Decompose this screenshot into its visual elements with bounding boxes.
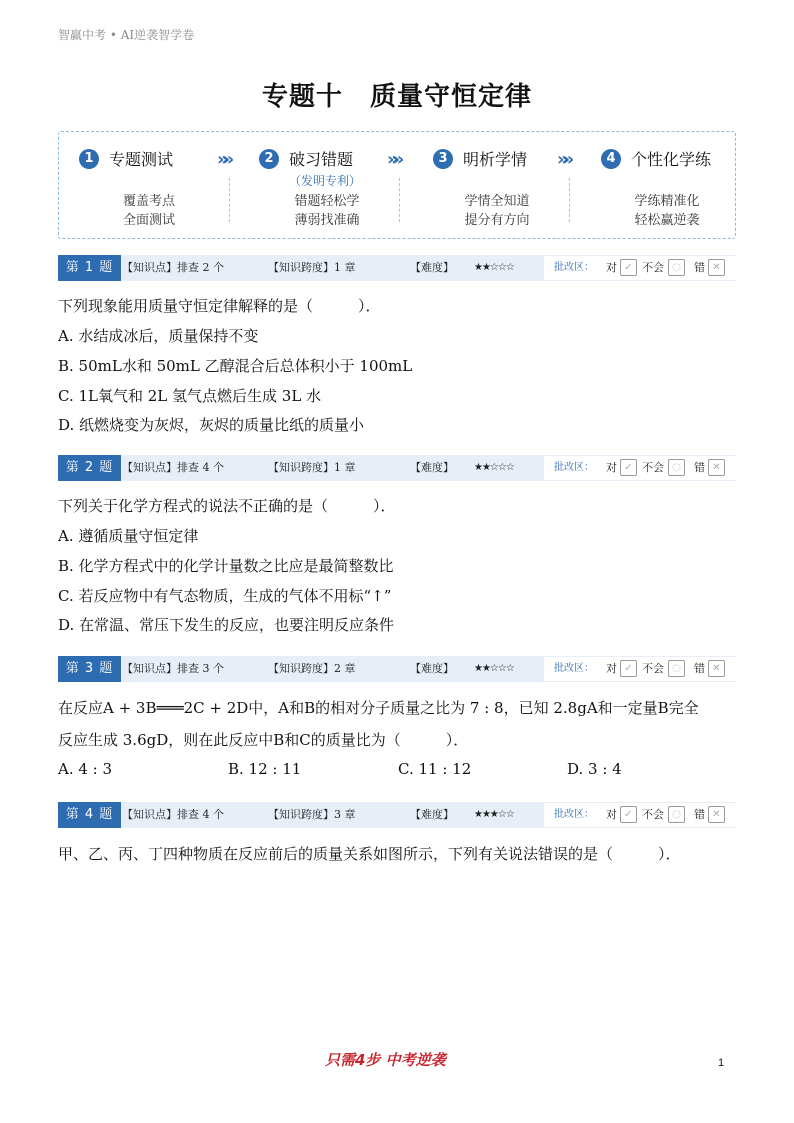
question-header (58, 255, 736, 281)
grade-right-label: 对 (606, 261, 617, 274)
grade-unsure-label: 不会 (642, 662, 664, 675)
step-title: 专题测试 (109, 150, 174, 169)
header-brand: 智赢中考 • AI逆袭智学卷 (58, 28, 195, 42)
step-title: 破习错题 (289, 150, 354, 169)
option[interactable]: C. 11 : 12 (398, 760, 472, 778)
step-subtitle: （发明专利） (289, 174, 362, 188)
knowledge-span: 【知识跨度】3 章 (268, 808, 356, 821)
divider (399, 178, 401, 222)
knowledge-span: 【知识跨度】1 章 (268, 261, 356, 274)
question-stem: 下列关于化学方程式的说法不正确的是（ ）． (58, 497, 396, 515)
step-line: 轻松赢逆袭 (634, 213, 700, 228)
grade-wrong-label: 错 (694, 261, 705, 274)
grade-unsure-checkbox[interactable]: ◌ (668, 806, 685, 823)
footer-logo: 只需4步 中考逆袭 (325, 1051, 446, 1069)
grade-unsure-label: 不会 (642, 461, 664, 474)
grading-label: 批改区： (554, 663, 594, 674)
question-number: 第 4 题 (58, 802, 121, 828)
step-2 (247, 132, 407, 238)
question-header (58, 455, 736, 481)
step-number-icon: 4 (601, 149, 621, 169)
difficulty-label: 【难度】 (410, 808, 454, 821)
grading-label: 批改区： (554, 809, 594, 820)
grade-right-label: 对 (606, 662, 617, 675)
option[interactable]: A. 水结成冰后，质量保持不变 (58, 327, 259, 345)
step-line: 提分有方向 (464, 213, 530, 228)
option[interactable]: B. 50mL水和 50mL 乙醇混合后总体积小于 100mL (58, 357, 413, 375)
question-number: 第 1 题 (58, 255, 121, 281)
knowledge-points: 【知识点】排查 3 个 (122, 662, 224, 675)
difficulty-stars: ★★☆☆☆ (474, 262, 514, 273)
option[interactable]: C. 1L氧气和 2L 氢气点燃后生成 3L 水 (58, 387, 322, 405)
grade-wrong-label: 错 (694, 808, 705, 821)
step-title: 个性化学练 (631, 150, 712, 169)
option[interactable]: C. 若反应物中有气态物质，生成的气体不用标“↑” (58, 587, 392, 605)
grade-wrong-checkbox[interactable]: ✕ (708, 806, 725, 823)
knowledge-span: 【知识跨度】2 章 (268, 662, 356, 675)
grade-right-checkbox[interactable]: ✓ (620, 806, 637, 823)
knowledge-points: 【知识点】排查 4 个 (122, 461, 224, 474)
grading-area (544, 456, 736, 480)
knowledge-points: 【知识点】排查 2 个 (122, 261, 224, 274)
knowledge-span: 【知识跨度】1 章 (268, 461, 356, 474)
page-title: 专题十 质量守恒定律 (261, 82, 532, 112)
step-number-icon: 1 (79, 149, 99, 169)
option[interactable]: B. 化学方程式中的化学计量数之比应是最简整数比 (58, 557, 394, 575)
option[interactable]: D. 纸燃烧变为灰烬，灰烬的质量比纸的质量小 (58, 416, 365, 434)
step-line: 错题轻松学 (294, 194, 360, 209)
grading-label: 批改区： (554, 262, 594, 273)
difficulty-label: 【难度】 (410, 461, 454, 474)
grade-right-checkbox[interactable]: ✓ (620, 459, 637, 476)
question-header (58, 802, 736, 828)
difficulty-label: 【难度】 (410, 662, 454, 675)
question-stem: 甲、乙、丙、丁四种物质在反应前后的质量关系如图所示，下列有关说法错误的是（ ）． (58, 845, 681, 863)
question-stem: 下列现象能用质量守恒定律解释的是（ ）． (58, 297, 381, 315)
step-line: 学情全知道 (464, 194, 530, 209)
grade-wrong-checkbox[interactable]: ✕ (708, 459, 725, 476)
question-header (58, 656, 736, 682)
grade-right-label: 对 (606, 461, 617, 474)
step-number-icon: 2 (259, 149, 279, 169)
option[interactable]: A. 遵循质量守恒定律 (58, 527, 199, 545)
step-line: 全面测试 (122, 213, 175, 228)
grade-unsure-label: 不会 (642, 261, 664, 274)
step-4 (587, 132, 747, 238)
double-chevron-right-icon: »» (217, 149, 229, 170)
page-number: 1 (718, 1057, 725, 1069)
grade-wrong-checkbox[interactable]: ✕ (708, 259, 725, 276)
grade-wrong-checkbox[interactable]: ✕ (708, 660, 725, 677)
step-line: 覆盖考点 (122, 194, 175, 209)
step-1 (69, 132, 229, 238)
grade-unsure-checkbox[interactable]: ◌ (668, 660, 685, 677)
grade-right-checkbox[interactable]: ✓ (620, 259, 637, 276)
difficulty-stars: ★★☆☆☆ (474, 462, 514, 473)
difficulty-stars: ★★☆☆☆ (474, 663, 514, 674)
grade-wrong-label: 错 (694, 662, 705, 675)
double-chevron-right-icon: »» (387, 149, 399, 170)
question-stem: 在反应A + 3B═══2C + 2D中，A和B的相对分子质量之比为 7 : 8，已知 2.8gA和一定量B完全 (58, 699, 699, 717)
step-3 (417, 132, 577, 238)
option[interactable]: D. 3 : 4 (567, 760, 622, 778)
divider (229, 178, 231, 222)
divider (569, 178, 571, 222)
grade-right-label: 对 (606, 808, 617, 821)
step-line: 学练精准化 (634, 194, 700, 209)
double-chevron-right-icon: »» (557, 149, 569, 170)
steps-panel (58, 131, 736, 239)
grade-unsure-label: 不会 (642, 808, 664, 821)
grade-unsure-checkbox[interactable]: ◌ (668, 459, 685, 476)
difficulty-label: 【难度】 (410, 261, 454, 274)
difficulty-stars: ★★★☆☆ (474, 809, 514, 820)
step-title: 明析学情 (463, 150, 528, 169)
grading-area (544, 803, 736, 827)
option[interactable]: A. 4 : 3 (58, 760, 113, 778)
grading-area (544, 256, 736, 280)
step-line: 薄弱找准确 (294, 213, 360, 228)
grading-area (544, 657, 736, 681)
question-number: 第 3 题 (58, 656, 121, 682)
grading-label: 批改区： (554, 462, 594, 473)
knowledge-points: 【知识点】排查 4 个 (122, 808, 224, 821)
question-number: 第 2 题 (58, 455, 121, 481)
question-stem: 反应生成 3.6gD，则在此反应中B和C的质量比为（ ）． (58, 731, 469, 749)
step-number-icon: 3 (433, 149, 453, 169)
grade-wrong-label: 错 (694, 461, 705, 474)
grade-right-checkbox[interactable]: ✓ (620, 660, 637, 677)
grade-unsure-checkbox[interactable]: ◌ (668, 259, 685, 276)
option[interactable]: D. 在常温、常压下发生的反应，也要注明反应条件 (58, 616, 395, 634)
option[interactable]: B. 12 : 11 (228, 760, 302, 778)
